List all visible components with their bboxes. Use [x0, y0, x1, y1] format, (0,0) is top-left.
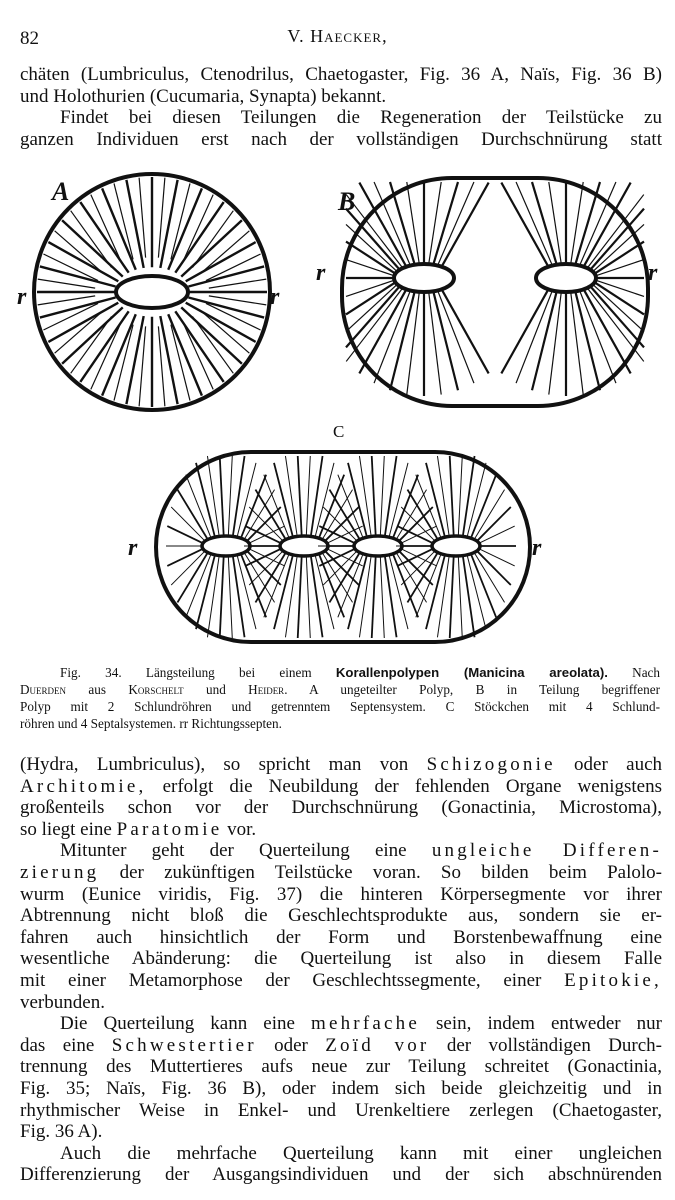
text-line: Abtrennung nicht bloß die Geschlechtsprodukte aus, sondern sie er- — [20, 905, 662, 927]
caption-line-3: Polyp mit 2 Schlundröhren und getrenntem Septensystem. C Stöckchen mit 4 Schlund- — [20, 699, 660, 714]
text-run: der zukünftigen Teilstücke voran. So bilden beim Palolo- — [119, 861, 663, 883]
text-run: oder — [274, 1034, 308, 1056]
text-run: der vollständigen Durch- — [446, 1034, 662, 1056]
text-line: trennung des Muttertieres aufs neue zur Teilung schreitet (Gonactinia, — [20, 1056, 662, 1078]
mouth-b — [536, 264, 596, 292]
figure-label-c: C — [333, 422, 345, 441]
caption-after-bold: Nach — [632, 665, 660, 680]
text-line: Findet bei diesen Teilungen die Regeneration der Teilstücke zu — [60, 107, 662, 129]
spaced-term: Zoïd vor — [325, 1034, 430, 1056]
caption-word: und — [206, 682, 226, 697]
text-line — [20, 1035, 662, 1057]
caption-line-1 — [20, 664, 660, 681]
text-line — [20, 819, 662, 841]
caption-text: A ungeteilter Polyp, B in Teilung begriffener — [309, 682, 661, 697]
text-line: rhythmischer Weise in Enkel- und Urenkeltiere zerlegen (Chaetogaster, — [20, 1099, 662, 1121]
page-number: 82 — [20, 28, 39, 49]
text-run: (Hydra, Lumbriculus), so spricht man von — [20, 754, 409, 775]
caption-prefix: Fig. 34. Längsteilung bei einem — [60, 665, 312, 680]
text-run: mit einer Metamorphose der Geschlechtssegmente, einer — [20, 969, 542, 991]
text-run: Die Querteilung kann eine — [60, 1013, 295, 1035]
text-run: vor. — [227, 818, 257, 840]
text-line: verbunden. — [20, 991, 105, 1013]
text-run: sein, indem entweder nur — [436, 1013, 663, 1035]
spaced-term: zierung — [20, 861, 100, 883]
mouth-c — [354, 536, 402, 556]
figure-label-b: B — [338, 187, 356, 216]
text-line: Fig. 35; Naïs, Fig. 36 B), oder indem sich beide gleichzeitig und in — [20, 1077, 662, 1099]
text-line: chäten (Lumbriculus, Ctenodrilus, Chaetogaster, Fig. 36 A, Naïs, Fig. 36 B) — [20, 64, 662, 85]
text-line: Differenzierung der Ausgangsindividuen und der sich abschnürenden — [20, 1164, 662, 1186]
label-r-a-right: r — [270, 284, 280, 310]
figure-label-a: A — [52, 177, 70, 206]
text-run: oder auch — [574, 754, 663, 775]
figure-caption — [20, 664, 660, 732]
text-line — [20, 1013, 662, 1035]
text-line: wurm (Eunice viridis, Fig. 37) die hinteren Körpersegmente vor ihrer — [20, 883, 662, 905]
text-run: so liegt eine — [20, 818, 112, 840]
text-line — [20, 840, 662, 862]
spaced-term: Epitokie, — [564, 969, 662, 991]
caption-author-2: Korschelt — [128, 682, 184, 697]
coral-polyp-figure — [0, 170, 675, 660]
text-line — [20, 754, 662, 776]
text-line: Auch die mehrfache Querteilung kann mit einer ungleichen — [60, 1142, 662, 1164]
text-run: Mitunter geht der Querteilung eine — [60, 840, 407, 862]
mouth-b — [394, 264, 454, 292]
spaced-term: Paratomie — [116, 818, 223, 840]
text-line: und Holothurien (Cucumaria, Synapta) bekannt. — [20, 85, 387, 107]
caption-bold: Korallenpolypen (Manicina areolata). — [335, 665, 608, 680]
running-head-text: V. Haecker, — [287, 26, 388, 46]
caption-line-2 — [20, 681, 660, 698]
label-r-c-right: r — [532, 535, 542, 561]
label-r-b-right: r — [648, 260, 658, 286]
text-line — [20, 970, 662, 992]
caption-author-3: Heider. — [248, 682, 288, 697]
paragraph-bottom — [20, 754, 662, 1186]
label-r-a-left: r — [17, 284, 27, 310]
text-line: ganzen Individuen erst nach der vollständigen Durchschnürung statt — [20, 128, 662, 150]
caption-line-4: röhren und 4 Septalsystemen. rr Richtungssepten. — [20, 716, 282, 731]
label-r-b-left: r — [316, 260, 326, 286]
text-line: großenteils schon vor der Durchschnürung (Gonactinia, Microstoma), — [20, 797, 662, 819]
spaced-term: Schwestertier — [111, 1034, 257, 1056]
text-line — [20, 776, 662, 798]
polyp-b-dividing — [342, 178, 648, 406]
text-line — [20, 862, 662, 884]
text-line: wesentliche Abänderung: die Querteilung ist also in diesem Falle — [20, 948, 662, 970]
polyp-a-undivided — [34, 174, 270, 410]
spaced-term: mehrfache — [311, 1013, 420, 1035]
mouth-a — [116, 276, 188, 308]
mouth-c — [202, 536, 250, 556]
figure-34 — [0, 170, 675, 660]
caption-author-1: Duerden — [20, 682, 67, 697]
text-run: erfolgt die Neubildung der fehlenden Organe wenigstens — [162, 775, 662, 797]
running-head — [0, 26, 675, 47]
caption-word: aus — [88, 682, 107, 697]
text-line: fahren auch hinsichtlich der Form und Borstenbewaffnung eine — [20, 926, 662, 948]
polyp-b-outline — [342, 178, 648, 406]
text-run: das eine — [20, 1034, 95, 1056]
paragraph-top — [20, 64, 662, 150]
spaced-term: ungleiche Differen- — [431, 840, 663, 862]
polyp-c-colony — [156, 452, 530, 642]
mouth-c — [432, 536, 480, 556]
label-r-c-left: r — [128, 535, 138, 561]
spaced-term: Schizogonie — [426, 754, 556, 775]
text-line: Fig. 36 A). — [20, 1121, 103, 1143]
spaced-term: Architomie, — [20, 775, 147, 797]
